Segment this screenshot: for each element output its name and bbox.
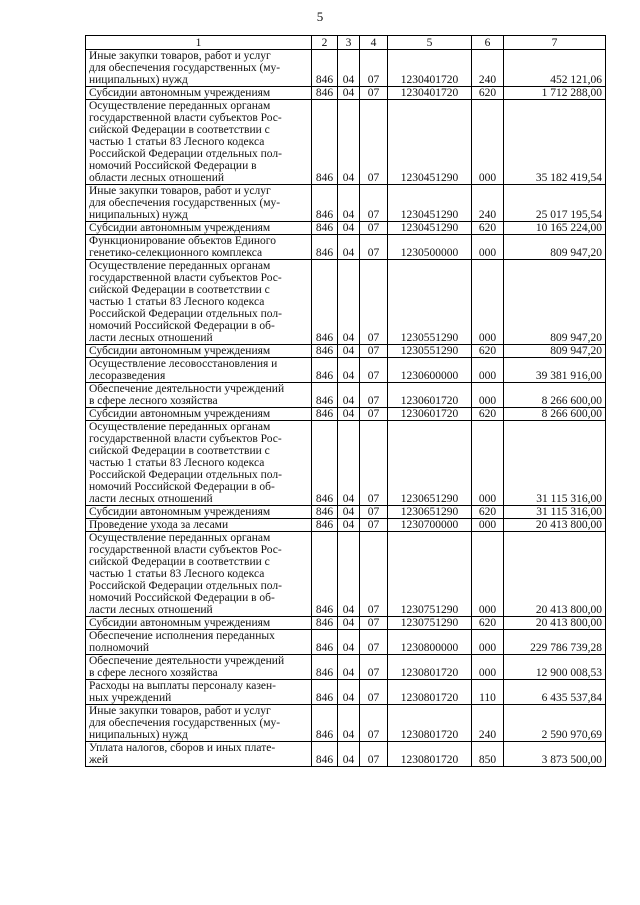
row-description: Субсидии автономным учреждениям xyxy=(86,87,312,100)
expense-type-code: 000 xyxy=(472,532,504,617)
column-header: 5 xyxy=(388,36,472,50)
ministry-code: 846 xyxy=(312,358,338,383)
ministry-code: 846 xyxy=(312,705,338,742)
column-header: 6 xyxy=(472,36,504,50)
amount: 8 266 600,00 xyxy=(504,408,606,421)
target-article-code: 1230601720 xyxy=(388,383,472,408)
section-code: 04 xyxy=(338,617,360,630)
amount: 31 115 316,00 xyxy=(504,421,606,506)
subsection-code: 07 xyxy=(360,617,388,630)
ministry-code: 846 xyxy=(312,655,338,680)
target-article-code: 1230601720 xyxy=(388,408,472,421)
expense-type-code: 620 xyxy=(472,506,504,519)
ministry-code: 846 xyxy=(312,506,338,519)
row-description: Субсидии автономным учреждениям xyxy=(86,222,312,235)
column-header: 1 xyxy=(86,36,312,50)
target-article-code: 1230500000 xyxy=(388,235,472,260)
row-description: Обеспечение исполнения переданных полномочий xyxy=(86,630,312,655)
subsection-code: 07 xyxy=(360,235,388,260)
table-row xyxy=(86,260,606,345)
ministry-code: 846 xyxy=(312,617,338,630)
target-article-code: 1230751290 xyxy=(388,617,472,630)
target-article-code: 1230551290 xyxy=(388,260,472,345)
ministry-code: 846 xyxy=(312,421,338,506)
expense-type-code: 000 xyxy=(472,100,504,185)
amount: 2 590 970,69 xyxy=(504,705,606,742)
table-row xyxy=(86,383,606,408)
expense-type-code: 000 xyxy=(472,260,504,345)
subsection-code: 07 xyxy=(360,506,388,519)
table-row xyxy=(86,185,606,222)
expense-type-code: 850 xyxy=(472,742,504,767)
subsection-code: 07 xyxy=(360,421,388,506)
column-header: 3 xyxy=(338,36,360,50)
ministry-code: 846 xyxy=(312,383,338,408)
expense-type-code: 110 xyxy=(472,680,504,705)
table-row xyxy=(86,630,606,655)
target-article-code: 1230401720 xyxy=(388,50,472,87)
table-row xyxy=(86,345,606,358)
expense-type-code: 620 xyxy=(472,222,504,235)
subsection-code: 07 xyxy=(360,185,388,222)
subsection-code: 07 xyxy=(360,358,388,383)
amount: 20 413 800,00 xyxy=(504,617,606,630)
row-description: Уплата налогов, сборов и иных плате- жей xyxy=(86,742,312,767)
expense-type-code: 000 xyxy=(472,630,504,655)
expense-type-code: 620 xyxy=(472,617,504,630)
amount: 3 873 500,00 xyxy=(504,742,606,767)
table-body xyxy=(86,50,606,767)
section-code: 04 xyxy=(338,519,360,532)
row-description: Осуществление переданных органам государственной власти субъектов Рос- сийской Федерации в соответствии с частью 1 статьи 83 Лесного кодекса Российской Федерации отдельных пол- номочий Российской Федерации в об- ласти лесных отношений xyxy=(86,532,312,617)
ministry-code: 846 xyxy=(312,50,338,87)
table-row xyxy=(86,87,606,100)
ministry-code: 846 xyxy=(312,185,338,222)
section-code: 04 xyxy=(338,421,360,506)
row-description: Обеспечение деятельности учреждений в сфере лесного хозяйства xyxy=(86,655,312,680)
row-description: Осуществление переданных органам государственной власти субъектов Рос- сийской Федерации в соответствии с частью 1 статьи 83 Лесного кодекса Российской Федерации отдельных пол- номочий Российской Федерации в об- ласти лесных отношений xyxy=(86,260,312,345)
table-row xyxy=(86,50,606,87)
expense-type-code: 000 xyxy=(472,655,504,680)
subsection-code: 07 xyxy=(360,742,388,767)
table-row xyxy=(86,235,606,260)
ministry-code: 846 xyxy=(312,260,338,345)
target-article-code: 1230651290 xyxy=(388,506,472,519)
row-description: Субсидии автономным учреждениям xyxy=(86,345,312,358)
ministry-code: 846 xyxy=(312,235,338,260)
subsection-code: 07 xyxy=(360,100,388,185)
section-code: 04 xyxy=(338,705,360,742)
table-row xyxy=(86,408,606,421)
amount: 229 786 739,28 xyxy=(504,630,606,655)
ministry-code: 846 xyxy=(312,630,338,655)
section-code: 04 xyxy=(338,185,360,222)
subsection-code: 07 xyxy=(360,519,388,532)
subsection-code: 07 xyxy=(360,680,388,705)
ministry-code: 846 xyxy=(312,345,338,358)
amount: 35 182 419,54 xyxy=(504,100,606,185)
expense-type-code: 240 xyxy=(472,705,504,742)
subsection-code: 07 xyxy=(360,705,388,742)
amount: 39 381 916,00 xyxy=(504,358,606,383)
row-description: Расходы на выплаты персоналу казен- ных учреждений xyxy=(86,680,312,705)
target-article-code: 1230800000 xyxy=(388,630,472,655)
target-article-code: 1230451290 xyxy=(388,185,472,222)
table-row xyxy=(86,519,606,532)
row-description: Осуществление переданных органам государственной власти субъектов Рос- сийской Федерации в соответствии с частью 1 статьи 83 Лесного кодекса Российской Федерации отдельных пол- номочий Российской Федерации в об- ласти лесных отношений xyxy=(86,421,312,506)
section-code: 04 xyxy=(338,408,360,421)
amount: 31 115 316,00 xyxy=(504,506,606,519)
ministry-code: 846 xyxy=(312,680,338,705)
section-code: 04 xyxy=(338,345,360,358)
target-article-code: 1230801720 xyxy=(388,680,472,705)
ministry-code: 846 xyxy=(312,408,338,421)
table-row xyxy=(86,617,606,630)
target-article-code: 1230451290 xyxy=(388,100,472,185)
section-code: 04 xyxy=(338,383,360,408)
column-header: 4 xyxy=(360,36,388,50)
subsection-code: 07 xyxy=(360,87,388,100)
row-description: Субсидии автономным учреждениям xyxy=(86,617,312,630)
row-description: Осуществление лесовосстановления и лесоразведения xyxy=(86,358,312,383)
amount: 10 165 224,00 xyxy=(504,222,606,235)
expense-type-code: 000 xyxy=(472,235,504,260)
ministry-code: 846 xyxy=(312,532,338,617)
section-code: 04 xyxy=(338,87,360,100)
target-article-code: 1230700000 xyxy=(388,519,472,532)
row-description: Иные закупки товаров, работ и услуг для обеспечения государственных (му- ниципальных) нужд xyxy=(86,705,312,742)
amount: 12 900 008,53 xyxy=(504,655,606,680)
section-code: 04 xyxy=(338,222,360,235)
section-code: 04 xyxy=(338,630,360,655)
amount: 6 435 537,84 xyxy=(504,680,606,705)
target-article-code: 1230801720 xyxy=(388,655,472,680)
row-description: Иные закупки товаров, работ и услуг для обеспечения государственных (му- ниципальных) нужд xyxy=(86,50,312,87)
table-row xyxy=(86,532,606,617)
section-code: 04 xyxy=(338,532,360,617)
section-code: 04 xyxy=(338,680,360,705)
ministry-code: 846 xyxy=(312,222,338,235)
section-code: 04 xyxy=(338,506,360,519)
section-code: 04 xyxy=(338,742,360,767)
target-article-code: 1230600000 xyxy=(388,358,472,383)
row-description: Проведение ухода за лесами xyxy=(86,519,312,532)
amount: 25 017 195,54 xyxy=(504,185,606,222)
expense-type-code: 000 xyxy=(472,358,504,383)
table-row xyxy=(86,222,606,235)
section-code: 04 xyxy=(338,50,360,87)
subsection-code: 07 xyxy=(360,630,388,655)
budget-table xyxy=(85,35,606,767)
expense-type-code: 240 xyxy=(472,50,504,87)
amount: 20 413 800,00 xyxy=(504,519,606,532)
target-article-code: 1230801720 xyxy=(388,742,472,767)
section-code: 04 xyxy=(338,655,360,680)
amount: 1 712 288,00 xyxy=(504,87,606,100)
amount: 809 947,20 xyxy=(504,345,606,358)
column-header: 2 xyxy=(312,36,338,50)
ministry-code: 846 xyxy=(312,100,338,185)
table-row xyxy=(86,100,606,185)
target-article-code: 1230451290 xyxy=(388,222,472,235)
target-article-code: 1230801720 xyxy=(388,705,472,742)
row-description: Иные закупки товаров, работ и услуг для обеспечения государственных (му- ниципальных) нужд xyxy=(86,185,312,222)
expense-type-code: 000 xyxy=(472,383,504,408)
table-row xyxy=(86,358,606,383)
table-row xyxy=(86,421,606,506)
ministry-code: 846 xyxy=(312,519,338,532)
expense-type-code: 620 xyxy=(472,87,504,100)
row-description: Осуществление переданных органам государственной власти субъектов Рос- сийской Федерации в соответствии с частью 1 статьи 83 Лесного кодекса Российской Федерации отдельных пол- номочий Российской Федерации в области лесных отношений xyxy=(86,100,312,185)
table-row xyxy=(86,680,606,705)
page-number: 5 xyxy=(316,9,324,24)
ministry-code: 846 xyxy=(312,87,338,100)
amount: 809 947,20 xyxy=(504,260,606,345)
target-article-code: 1230551290 xyxy=(388,345,472,358)
section-code: 04 xyxy=(338,260,360,345)
table-row xyxy=(86,742,606,767)
expense-type-code: 620 xyxy=(472,408,504,421)
amount: 809 947,20 xyxy=(504,235,606,260)
row-description: Субсидии автономным учреждениям xyxy=(86,408,312,421)
table-row xyxy=(86,705,606,742)
subsection-code: 07 xyxy=(360,50,388,87)
target-article-code: 1230401720 xyxy=(388,87,472,100)
subsection-code: 07 xyxy=(360,655,388,680)
section-code: 04 xyxy=(338,235,360,260)
ministry-code: 846 xyxy=(312,742,338,767)
table-row xyxy=(86,655,606,680)
section-code: 04 xyxy=(338,100,360,185)
expense-type-code: 240 xyxy=(472,185,504,222)
row-description: Субсидии автономным учреждениям xyxy=(86,506,312,519)
section-code: 04 xyxy=(338,358,360,383)
subsection-code: 07 xyxy=(360,408,388,421)
subsection-code: 07 xyxy=(360,383,388,408)
subsection-code: 07 xyxy=(360,260,388,345)
subsection-code: 07 xyxy=(360,532,388,617)
table-row xyxy=(86,506,606,519)
subsection-code: 07 xyxy=(360,345,388,358)
table-header-row xyxy=(86,36,606,50)
target-article-code: 1230651290 xyxy=(388,421,472,506)
column-header: 7 xyxy=(504,36,606,50)
amount: 452 121,06 xyxy=(504,50,606,87)
target-article-code: 1230751290 xyxy=(388,532,472,617)
row-description: Обеспечение деятельности учреждений в сфере лесного хозяйства xyxy=(86,383,312,408)
expense-type-code: 620 xyxy=(472,345,504,358)
expense-type-code: 000 xyxy=(472,519,504,532)
expense-type-code: 000 xyxy=(472,421,504,506)
row-description: Функционирование объектов Единого генетико-селекционного комплекса xyxy=(86,235,312,260)
subsection-code: 07 xyxy=(360,222,388,235)
amount: 8 266 600,00 xyxy=(504,383,606,408)
amount: 20 413 800,00 xyxy=(504,532,606,617)
